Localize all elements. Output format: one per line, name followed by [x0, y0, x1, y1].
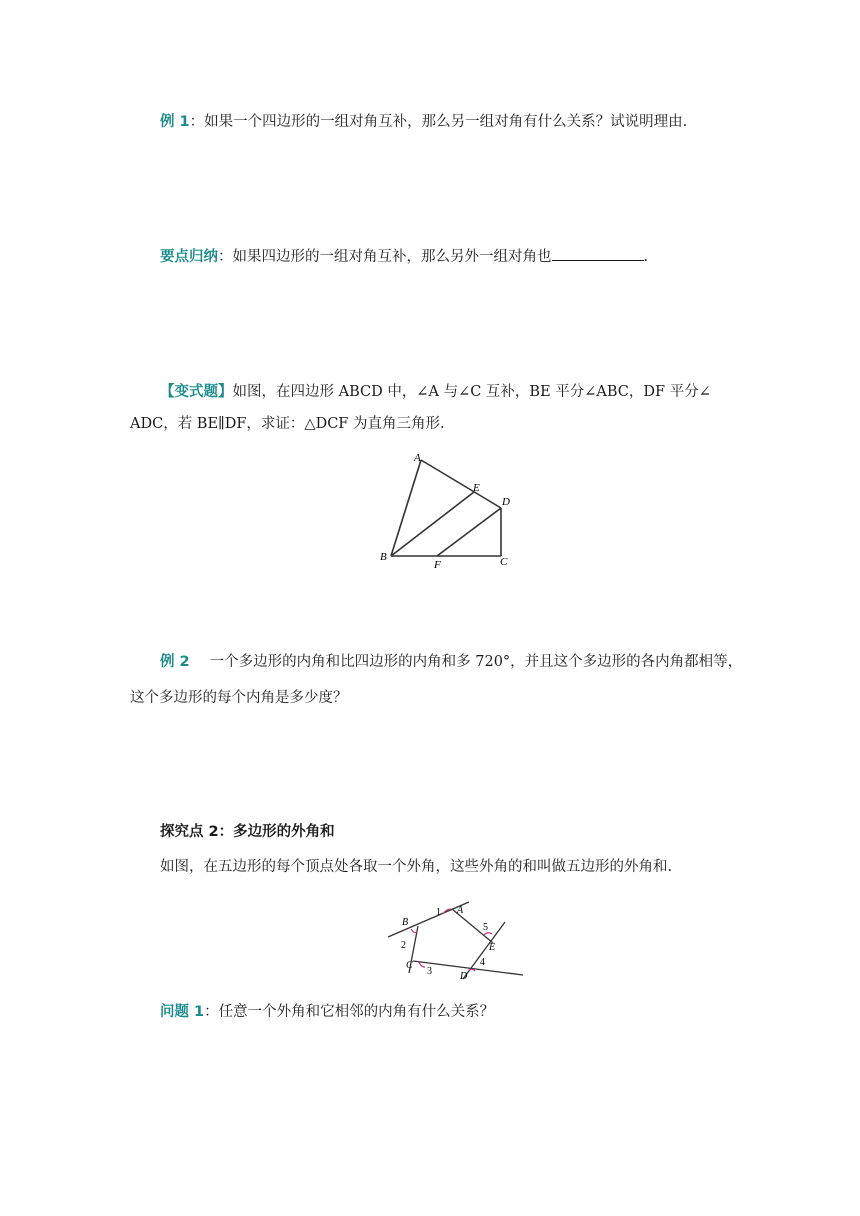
example-2-text-1: 一个多边形的内角和比四边形的内角和多 720°，并且这个多边形的各内角都相等，	[209, 654, 743, 670]
angle-5-label: 5	[483, 922, 488, 933]
variant-label: 【变式题】	[160, 384, 233, 400]
pentagon-label-d: D	[460, 971, 468, 982]
key-point-summary	[160, 246, 648, 267]
label-a: A	[414, 452, 421, 464]
question-1-label: 问题 1	[160, 1004, 205, 1020]
label-b: B	[380, 551, 387, 563]
summary-text-end: .	[643, 249, 649, 265]
side-ad	[421, 460, 501, 508]
pentagon-figure	[385, 893, 535, 985]
section-heading: 探究点 2：多边形的外角和	[160, 824, 335, 840]
label-c: C	[500, 556, 508, 568]
exterior-angle-arc-2	[411, 929, 417, 933]
variant-problem-line-2	[130, 414, 445, 434]
exterior-angle-intro: 如图，在五边形的每个顶点处各取一个外角，这些外角的和叫做五边形的外角和.	[160, 859, 673, 875]
example-2-line-1	[160, 652, 742, 672]
label-d: D	[502, 496, 510, 508]
label-e: E	[473, 482, 480, 494]
side-ab	[391, 460, 421, 556]
example-1-label: 例 1	[160, 114, 190, 130]
variant-text-1: 如图，在四边形 ABCD 中，∠A 与∠C 互补，BE 平分∠ABC，DF 平分∠	[232, 384, 711, 400]
example-2-text-2: 这个多边形的每个内角是多少度？	[130, 690, 348, 706]
example-2-line-2	[130, 688, 348, 708]
question-1	[160, 1002, 494, 1022]
example-2-label: 例 2	[160, 654, 190, 670]
pentagon-label-b: B	[402, 917, 409, 928]
answer-blank	[552, 246, 644, 261]
segment-df	[437, 508, 501, 556]
variant-problem-line-1	[160, 382, 711, 402]
question-1-text: ：任意一个外角和它相邻的内角有什么关系？	[204, 1004, 495, 1020]
example-1	[160, 112, 687, 132]
summary-text: ：如果四边形的一组对角互补，那么另外一组对角也	[218, 249, 552, 265]
angle-2-label: 2	[401, 940, 406, 951]
pentagon-label-e: E	[489, 942, 496, 953]
angle-1-label: 1	[436, 907, 441, 918]
label-f: F	[434, 559, 441, 571]
example-1-text: ：如果一个四边形的一组对角互补，那么另一组对角有什么关系？试说明理由.	[189, 114, 688, 130]
angle-4-label: 4	[480, 957, 485, 968]
pentagon-label-a: A	[457, 905, 464, 916]
pentagon-label-c: C	[406, 960, 413, 971]
segment-be	[391, 492, 474, 556]
variant-text-2: ADC，若 BE∥DF，求证：△DCF 为直角三角形.	[130, 416, 445, 432]
angle-3-label: 3	[427, 966, 432, 977]
summary-label: 要点归纳	[160, 249, 218, 265]
exterior-angle-arc-5	[484, 933, 492, 935]
quadrilateral-figure	[370, 448, 520, 573]
